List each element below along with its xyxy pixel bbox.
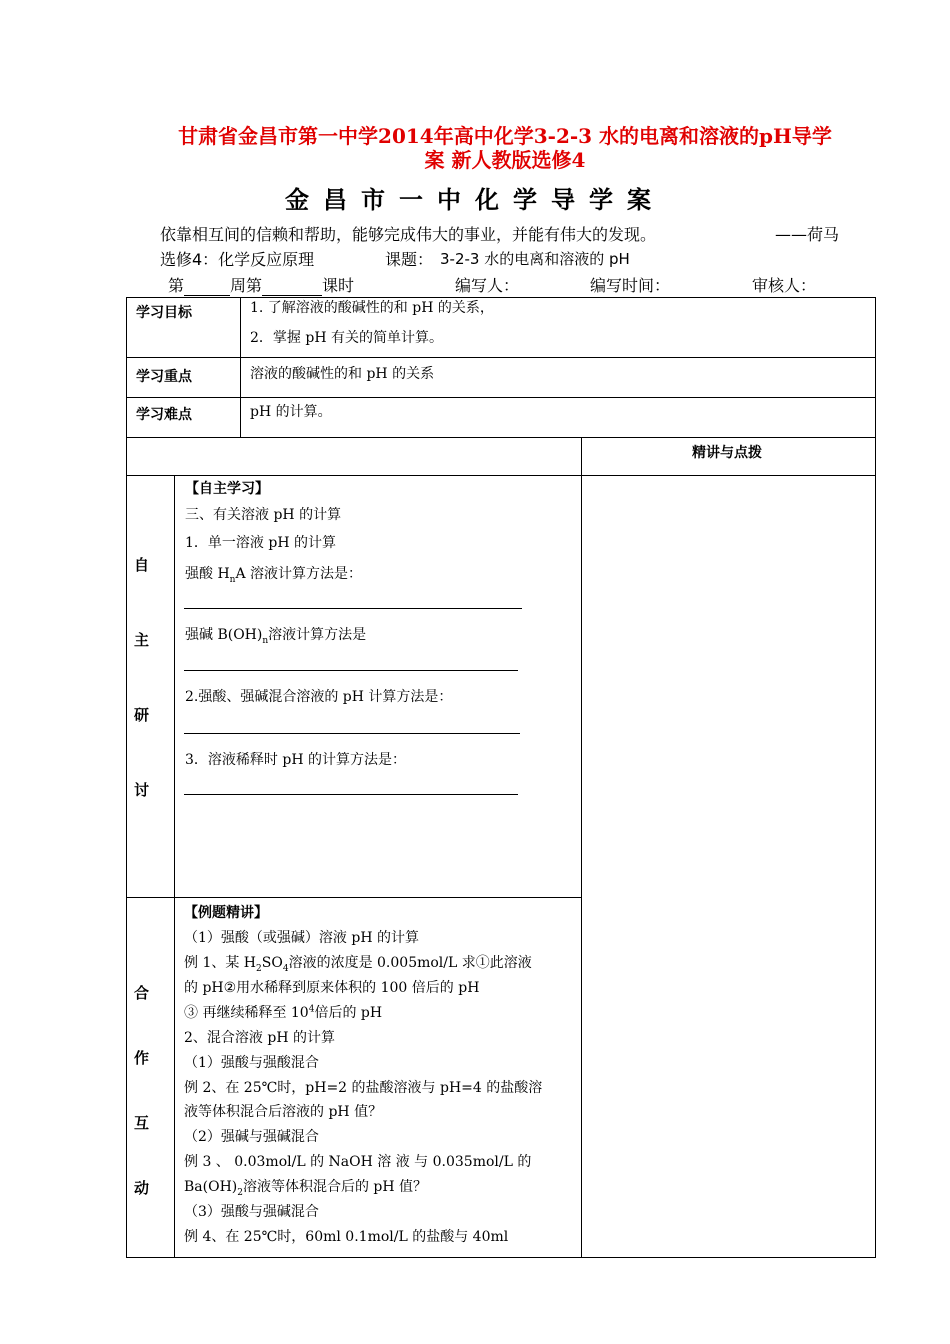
goal-1: 1. 了解溶液的酸碱性的和 pH 的关系， (250, 300, 494, 316)
coop-line-6: （1）强酸与强酸混合 (184, 1055, 319, 1071)
coop-line-1: （1）强酸（或强碱）溶液 pH 的计算 (184, 930, 419, 946)
coop-line-9: （2）强碱与强碱混合 (184, 1129, 319, 1145)
coop-line-3: 的 pH②用水稀释到原来体积的 100 倍后的 pH (184, 980, 480, 996)
topic: 3-2-3 水的电离和溶液的 pH (440, 250, 630, 268)
coop-label-4: 动 (134, 1179, 150, 1197)
meta-line (168, 273, 354, 296)
coop-line-11: $Ba(OH)_2$溶液等体积混合后的 pH 值？ (184, 1179, 428, 1198)
self-study-item3: 3．溶液稀释时 pH 的计算方法是： (185, 752, 406, 768)
doc-title-line2: 案 新人教版选修4 (424, 148, 586, 172)
coop-heading: 【例题精讲】 (184, 905, 268, 921)
time-label: 编写时间： (590, 276, 671, 295)
coop-line-2: 例 1、某 $H_2SO_4$溶液的浓度是 0.005mol/L 求①此溶液 (184, 955, 532, 974)
school-title: 金昌市一中化学导学案 (285, 186, 665, 214)
coop-label-3: 互 (134, 1114, 150, 1132)
self-study-section: 三、有关溶液 pH 的计算 (185, 507, 342, 523)
base-method: 强碱 $B(OH)_n$溶液计算方法是 (185, 627, 367, 646)
motto-author: ——荷马 (775, 225, 840, 244)
self-study-item1: 1．单一溶液 pH 的计算 (185, 535, 336, 551)
difficulty: pH 的计算。 (250, 404, 332, 420)
week-blank (184, 279, 230, 296)
period-blank (262, 279, 322, 296)
coop-label-2: 作 (134, 1049, 150, 1067)
side-header: 精讲与点拨 (692, 445, 762, 461)
focus: 溶液的酸碱性的和 pH 的关系 (250, 366, 435, 382)
coop-line-5: 2、混合溶液 pH 的计算 (184, 1030, 335, 1046)
self-study-label-2: 主 (134, 631, 150, 649)
coop-label-1: 合 (134, 984, 150, 1002)
coop-line-13: 例 4、在 25℃时，60ml 0.1mol/L 的盐酸与 40ml (184, 1229, 509, 1245)
self-study-label-4: 讨 (134, 781, 150, 799)
acid-method: 强酸 $H_nA$ 溶液计算方法是： (185, 566, 363, 585)
reviewer-label: 审核人： (752, 276, 817, 295)
topic-label: 课题： (385, 250, 434, 269)
answer-blank-3[interactable] (184, 733, 520, 734)
course-name: 选修4：化学反应原理 (160, 250, 315, 269)
focus-label: 学习重点 (136, 369, 192, 385)
answer-blank-4[interactable] (184, 794, 518, 795)
doc-title-line1: 甘肃省金昌市第一中学2014年高中化学3-2-3 水的电离和溶液的pH导学 (178, 124, 832, 148)
coop-line-4: ③ 再继续稀释至 $10^4$倍后的 pH (184, 1004, 383, 1021)
self-study-label-1: 自 (134, 556, 150, 574)
motto: 依靠相互间的信赖和帮助，能够完成伟大的事业，并能有伟大的发现。 (160, 225, 657, 244)
author-label: 编写人： (455, 276, 520, 295)
self-study-heading: 【自主学习】 (185, 481, 269, 497)
self-study-label-3: 研 (134, 706, 150, 724)
coop-line-7: 例 2、在 25℃时，pH=2 的盐酸溶液与 pH=4 的盐酸溶 (184, 1080, 543, 1096)
answer-blank-1[interactable] (184, 608, 522, 609)
coop-line-8: 液等体积混合后溶液的 pH 值？ (184, 1104, 383, 1120)
week-label: 周第 (230, 276, 263, 295)
difficulty-label: 学习难点 (136, 407, 192, 423)
week-prefix: 第 (168, 276, 185, 295)
self-study-item2: 2.强酸、强碱混合溶液的 pH 计算方法是： (185, 689, 453, 705)
coop-line-12: （3）强酸与强碱混合 (184, 1204, 319, 1220)
period-label: 课时 (322, 276, 355, 295)
coop-line-10: 例 3 、 0.03mol/L 的 NaOH 溶 液 与 0.035mol/L 的 (184, 1154, 532, 1170)
goal-label: 学习目标 (136, 305, 192, 321)
answer-blank-2[interactable] (184, 670, 518, 671)
goal-2: 2．掌握 pH 有关的简单计算。 (250, 330, 443, 346)
